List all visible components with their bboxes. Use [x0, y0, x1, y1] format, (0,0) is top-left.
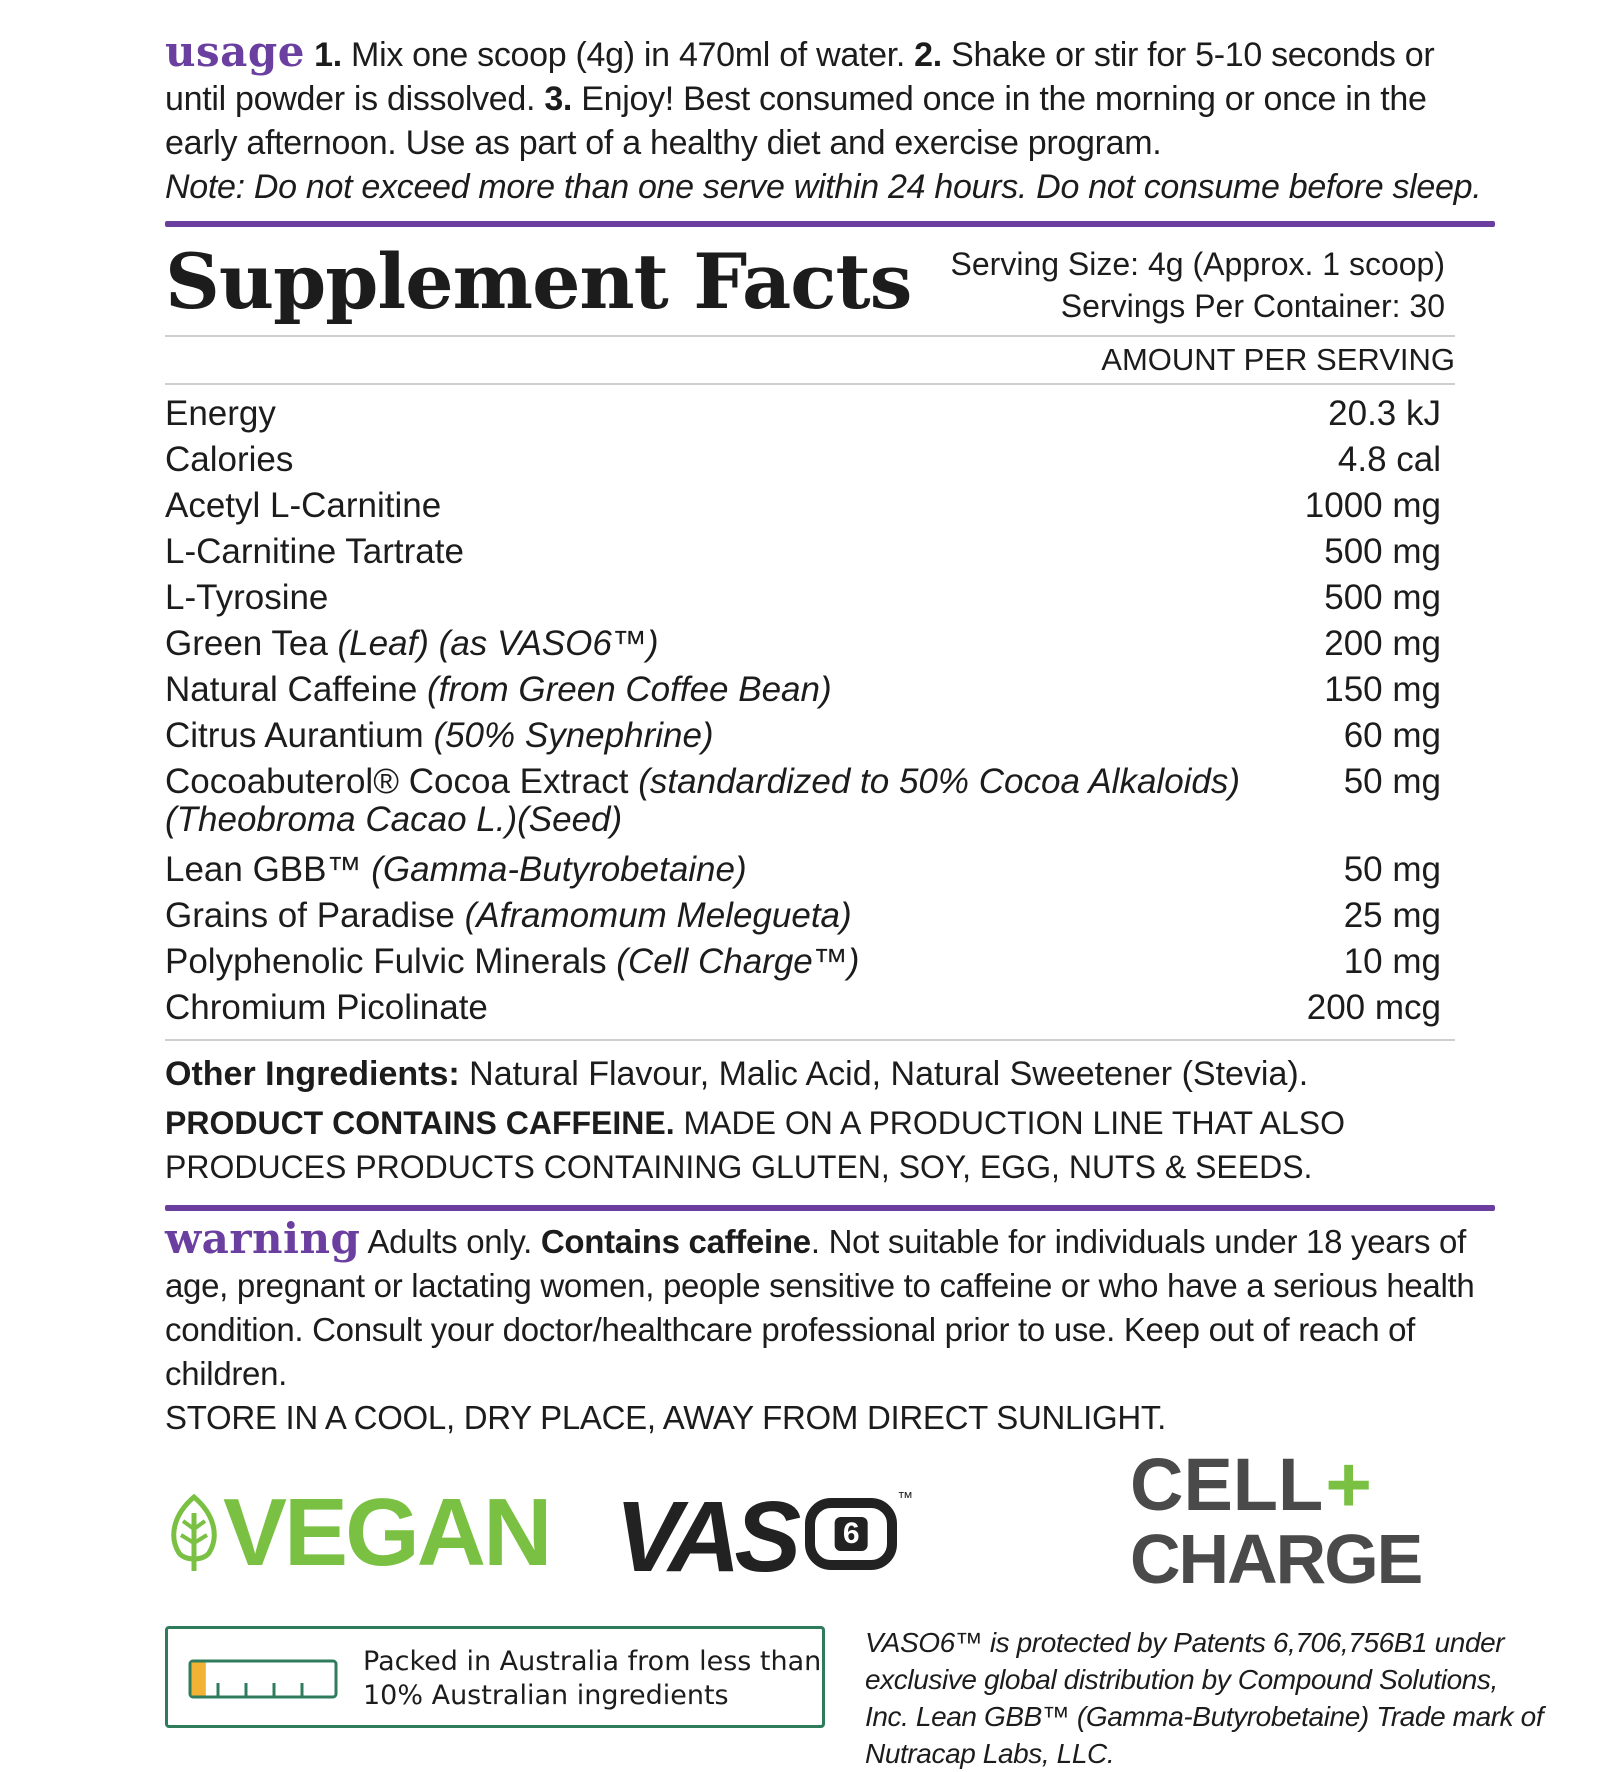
- logos-row: [165, 1440, 1495, 1598]
- ingredient-amount: 60 mg: [1343, 716, 1441, 755]
- ingredient-name-cell: [165, 621, 1297, 667]
- ingredient-name-cell: [165, 529, 1297, 575]
- ingredient-amount: 50 mg: [1343, 762, 1441, 801]
- packed-line-2: 10% Australian ingredients: [363, 1680, 729, 1711]
- packed-in-australia-badge: [165, 1626, 825, 1728]
- ingredient-name-cell: [165, 575, 1297, 621]
- facts-row: [165, 893, 1455, 939]
- ingredient-name-cell: [165, 847, 1297, 893]
- caffeine-caution: [165, 1101, 1495, 1189]
- facts-row: [165, 437, 1455, 483]
- amount-per-serving-header: AMOUNT PER SERVING: [1101, 342, 1455, 377]
- usage-step3-number: 3.: [544, 80, 573, 118]
- facts-row: [165, 985, 1455, 1031]
- vaso6-logo: [615, 1480, 913, 1595]
- facts-divider-2: [165, 383, 1455, 385]
- ingredient-name-cell: [165, 893, 1297, 939]
- usage-step3-text: Enjoy! Best consumed once in the morning or once in the early afternoon. Use as part of a healthy diet and exercise program.: [165, 80, 1427, 162]
- ingredient-name: Cocoabuterol® Cocoa Extract: [165, 762, 639, 801]
- charge-text: CHARGE: [1130, 1520, 1422, 1598]
- facts-row: [165, 847, 1455, 893]
- ingredient-amount: 10 mg: [1343, 942, 1441, 981]
- cell-charge-logo: [1130, 1440, 1422, 1598]
- ingredient-name: Calories: [165, 440, 294, 479]
- ingredient-amount: 200 mcg: [1306, 988, 1441, 1027]
- usage-step2-number: 2.: [914, 36, 942, 74]
- usage-step2-text: Shake or stir for 5-10 seconds or until powder is dissolved.: [165, 36, 1435, 118]
- facts-row: [165, 759, 1455, 847]
- other-ingredients: [165, 1051, 1495, 1097]
- ingredient-name: Citrus Aurantium: [165, 716, 434, 755]
- ingredient-name-cell: [165, 667, 1297, 713]
- ingredient-name: L-Tyrosine: [165, 578, 329, 617]
- vegan-logo: [165, 1478, 549, 1588]
- divider-bottom: [165, 1205, 1495, 1211]
- usage-keyword: usage: [165, 27, 305, 76]
- plus-icon: +: [1325, 1440, 1372, 1529]
- other-ingredients-text: Natural Flavour, Malic Acid, Natural Sweetener (Stevia).: [459, 1055, 1309, 1093]
- ingredient-name-cell: [165, 391, 1297, 437]
- ingredient-detail: (Leaf) (as VASO6™): [337, 624, 659, 663]
- ingredient-name: Acetyl L-Carnitine: [165, 486, 442, 525]
- vaso-six-badge: [805, 1498, 897, 1570]
- ingredient-detail: (50% Synephrine): [433, 716, 714, 755]
- ingredient-amount: 1000 mg: [1304, 486, 1441, 525]
- facts-row: [165, 667, 1455, 713]
- serving-info: [951, 243, 1445, 327]
- ingredient-amount: 25 mg: [1343, 896, 1441, 935]
- ingredient-name-cell: [165, 713, 1297, 759]
- ingredient-detail: (Aframomum Melegueta): [464, 896, 852, 935]
- usage-step1-number: 1.: [314, 36, 342, 74]
- ingredient-detail: (standardized to 50% Cocoa Alkaloids): [638, 762, 1241, 801]
- packed-line-1: Packed in Australia from less than: [363, 1646, 822, 1677]
- usage-section: [165, 27, 1495, 209]
- serving-size: Serving Size: 4g (Approx. 1 scoop): [950, 246, 1445, 282]
- ingredient-name-cell: [165, 759, 1297, 847]
- ingredient-amount: 150 mg: [1324, 670, 1441, 709]
- ingredient-amount: 500 mg: [1324, 532, 1441, 571]
- ingredient-detail: (Cell Charge™): [616, 942, 860, 981]
- bottom-row: [165, 1616, 1544, 1769]
- ingredient-name: L-Carnitine Tartrate: [165, 532, 464, 571]
- ingredient-name: Chromium Picolinate: [165, 988, 488, 1027]
- ingredient-name-cell: [165, 437, 1297, 483]
- warning-bold: Contains caffeine: [540, 1223, 811, 1260]
- ingredient-amount: 4.8 cal: [1337, 440, 1441, 479]
- ingredient-name: Grains of Paradise: [165, 896, 465, 935]
- ingredient-detail: (Gamma-Butyrobetaine): [371, 850, 747, 889]
- facts-header: [165, 227, 1495, 335]
- ingredient-name: Natural Caffeine: [165, 670, 428, 709]
- facts-row: [165, 483, 1455, 529]
- leaf-icon: [165, 1493, 223, 1573]
- ingredient-name: Polyphenolic Fulvic Minerals: [165, 942, 617, 981]
- facts-row: [165, 529, 1455, 575]
- vaso-six-number: 6: [835, 1517, 868, 1551]
- ingredient-amount: 500 mg: [1324, 578, 1441, 617]
- vegan-text: VEGAN: [223, 1479, 550, 1586]
- vaso-text: VAS: [615, 1481, 796, 1593]
- ingredient-name-cell: [165, 939, 1297, 985]
- facts-title: Supplement Facts: [165, 237, 912, 326]
- ingredient-name: Green Tea: [165, 624, 338, 663]
- warning-keyword: warning: [165, 1214, 361, 1263]
- other-ingredients-label: Other Ingredients:: [165, 1055, 460, 1093]
- servings-per-container: Servings Per Container: 30: [1060, 288, 1445, 324]
- facts-divider-3: [165, 1039, 1455, 1041]
- ingredient-name-cell: [165, 483, 1297, 529]
- facts-row: [165, 713, 1455, 759]
- ingredient-detail-2: (Theobroma Cacao L.)(Seed): [165, 800, 623, 839]
- caution-bold: PRODUCT CONTAINS CAFFEINE.: [165, 1105, 675, 1141]
- ingredient-detail: (from Green Coffee Bean): [427, 670, 832, 709]
- ingredient-amount: 200 mg: [1324, 624, 1441, 663]
- ingredient-name: Energy: [165, 394, 276, 433]
- usage-step1-text: Mix one scoop (4g) in 470ml of water.: [341, 36, 915, 74]
- storage-instructions: STORE IN A COOL, DRY PLACE, AWAY FROM DIRECT SUNLIGHT.: [165, 1399, 1166, 1436]
- ingredient-amount: 20.3 kJ: [1328, 394, 1441, 433]
- australia-bar-icon: [188, 1659, 338, 1699]
- facts-table: [165, 391, 1455, 1031]
- ingredient-name: Lean GBB™: [165, 850, 372, 889]
- usage-note: Note: Do not exceed more than one serve within 24 hours. Do not consume before sleep.: [165, 168, 1482, 206]
- ingredient-amount: 50 mg: [1343, 850, 1441, 889]
- cell-text: CELL: [1130, 1443, 1324, 1526]
- warning-section: [165, 1214, 1495, 1440]
- facts-row: [165, 939, 1455, 985]
- warning-text-2: . Not suitable for individuals under 18 years of age, pregnant or lactating women, people sensitive to caffeine or who have a serious health condition. Consult your doctor/healthcare professional prior to use. Keep out of reach of children.: [165, 1223, 1475, 1392]
- facts-row: [165, 391, 1455, 437]
- warning-text-1: Adults only.: [360, 1223, 541, 1260]
- facts-row: [165, 621, 1455, 667]
- caution-text: MADE ON A PRODUCTION LINE THAT ALSO PRODUCES PRODUCTS CONTAINING GLUTEN, SOY, EGG, NUTS & SEEDS.: [165, 1105, 1345, 1185]
- supplement-label: [165, 27, 1544, 1769]
- vaso-tm: ™: [897, 1490, 914, 1507]
- patent-note: VASO6™ is protected by Patents 6,706,756B1 under exclusive global distribution by Compound Solutions, Inc. Lean GBB™ (Gamma-Butyrobetaine) Trade mark of Nutracap Labs, LLC.: [865, 1627, 1544, 1769]
- ingredient-name-cell: [165, 985, 1297, 1031]
- facts-row: [165, 575, 1455, 621]
